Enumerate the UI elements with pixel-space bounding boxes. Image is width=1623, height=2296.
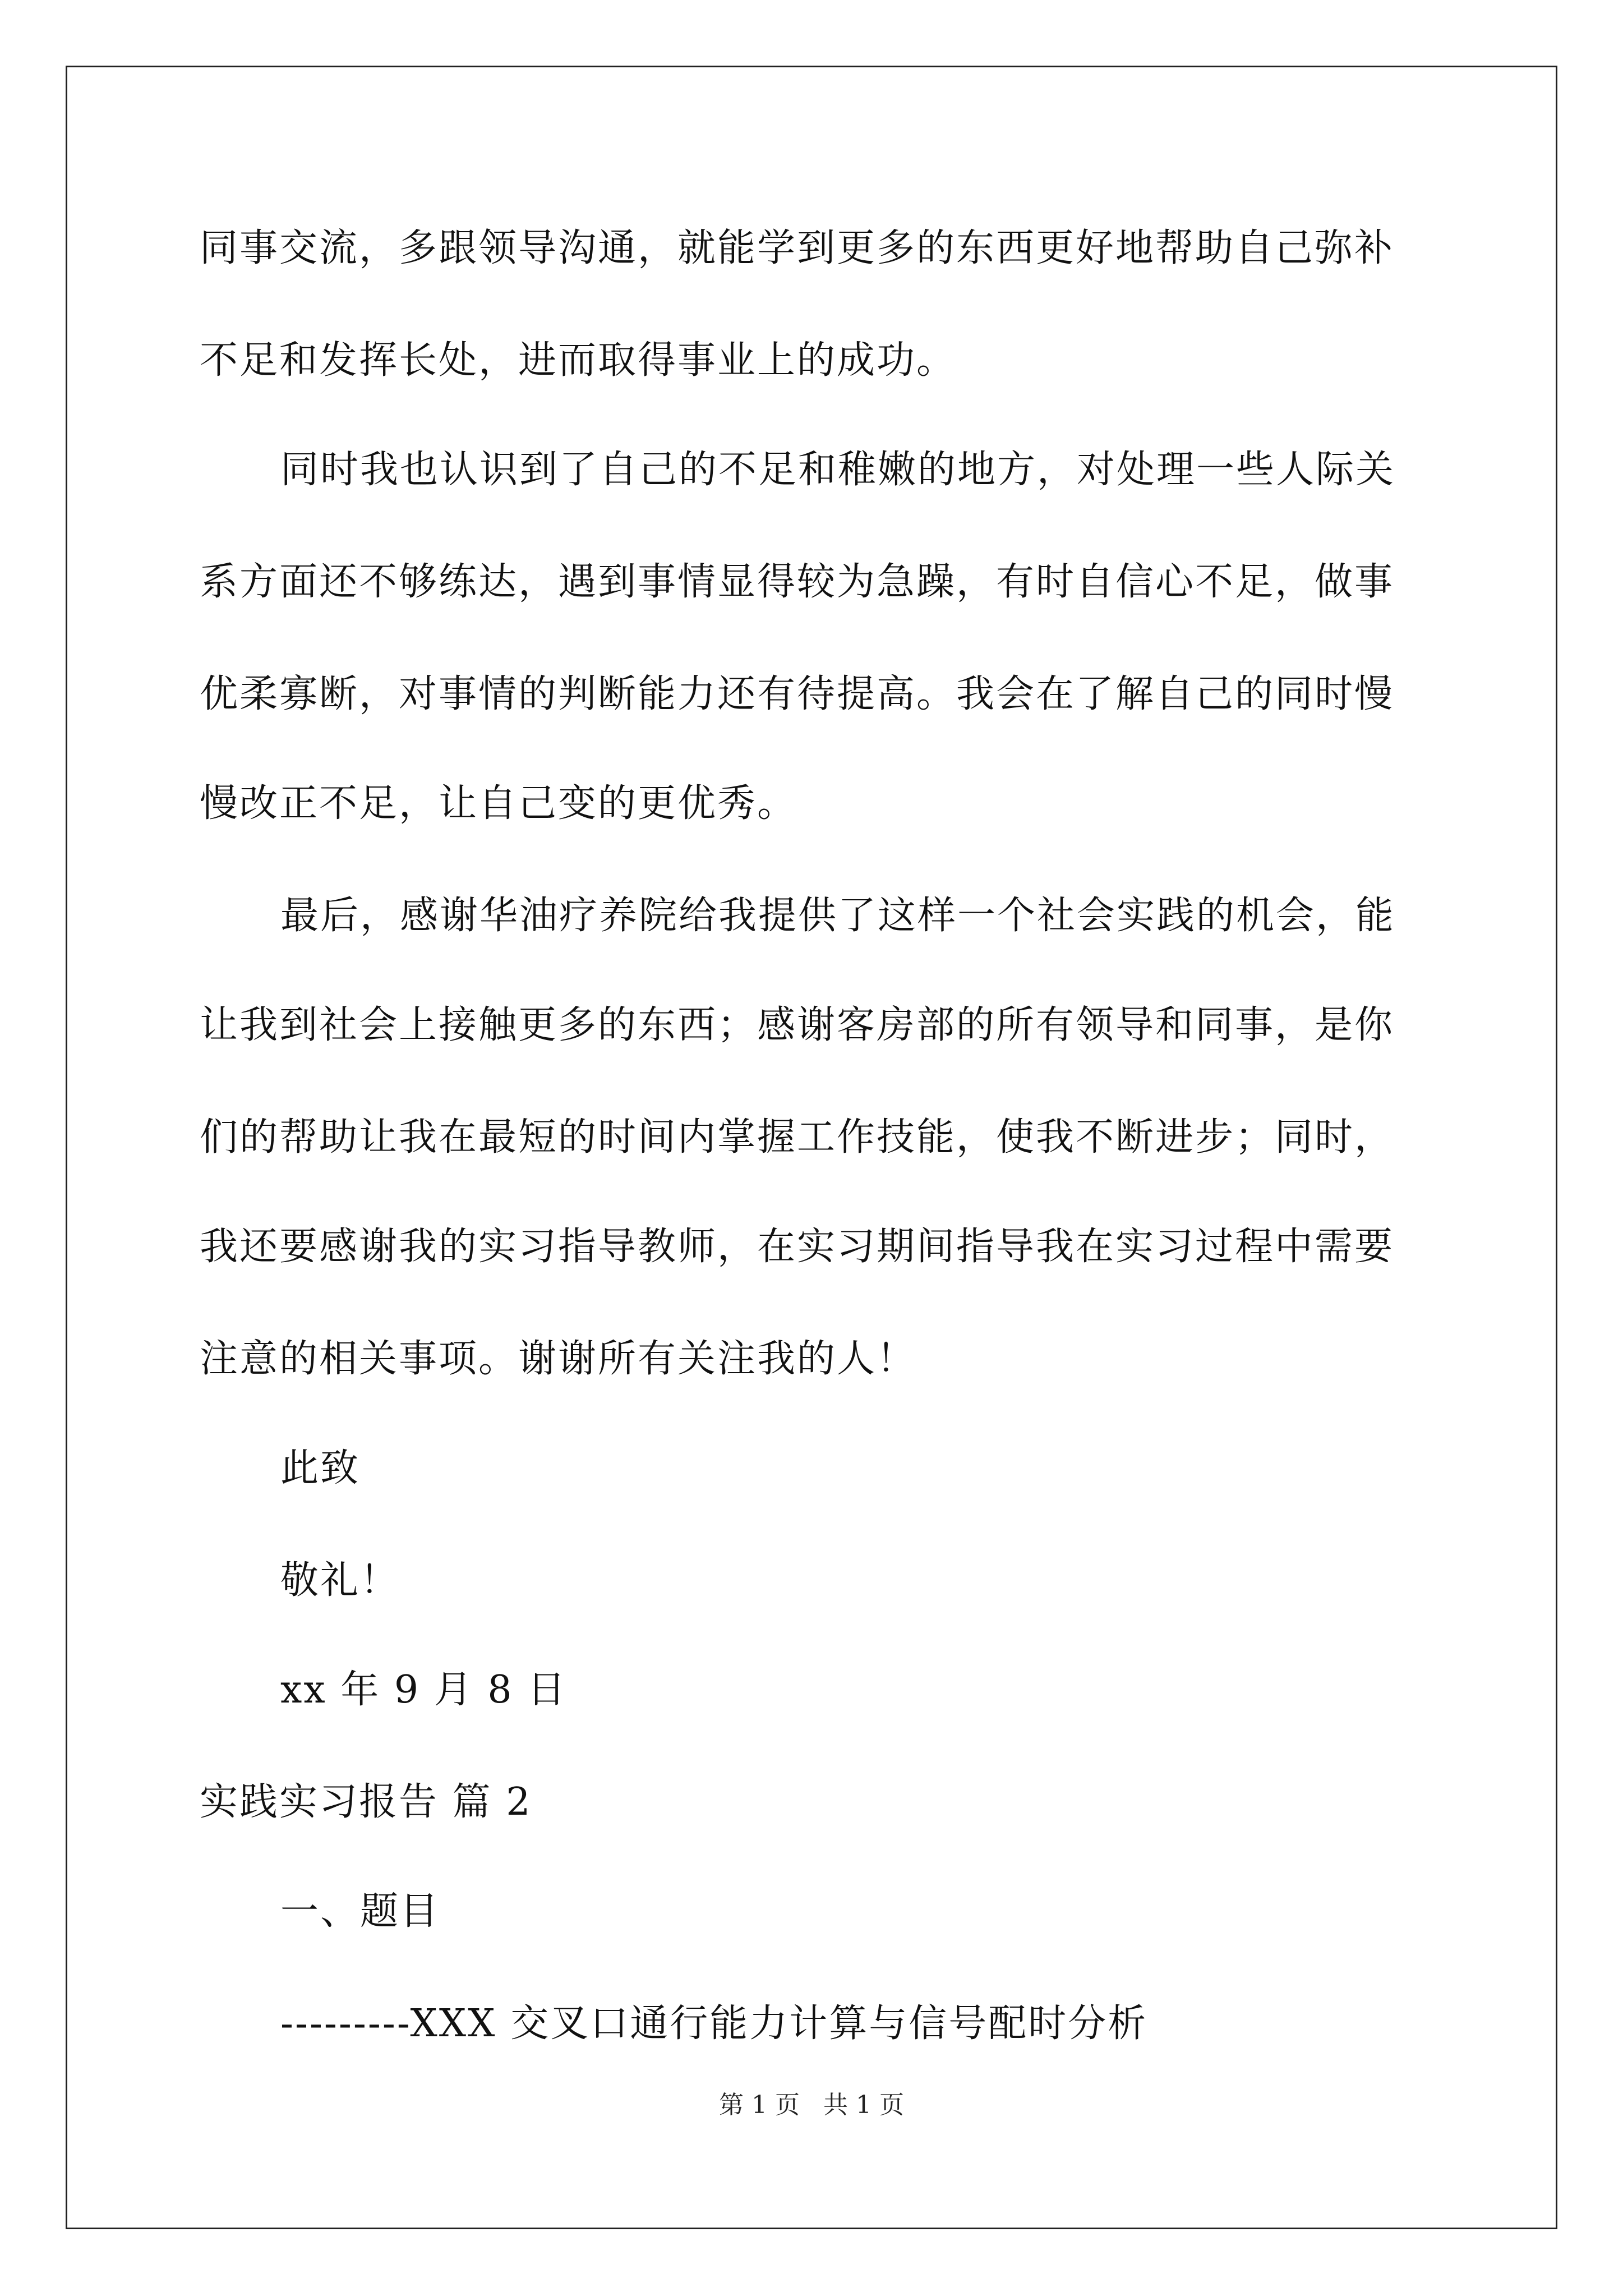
paragraph-line: 同时我也认识到了自己的不足和稚嫩的地方，对处理一些人际关 <box>280 448 1396 492</box>
body-text-line: 注意的相关事项。谢谢所有关注我的人！ <box>200 1337 917 1381</box>
date-line: xx 年 9 月 8 日 <box>280 1668 568 1712</box>
body-text-line: 让我到社会上接触更多的东西；感谢客房部的所有领导和同事，是你 <box>200 1003 1395 1047</box>
body-text-line: 不足和发挥长处，进而取得事业上的成功。 <box>200 338 957 383</box>
subheading: 一、题目 <box>280 1889 440 1934</box>
closing: 敬礼！ <box>280 1558 400 1603</box>
body-text-line: 我还要感谢我的实习指导教师，在实习期间指导我在实习过程中需要 <box>200 1225 1395 1269</box>
body-text-line: 同事交流，多跟领导沟通，就能学到更多的东西更好地帮助自己弥补 <box>200 226 1395 270</box>
body-text-line: 慢改正不足，让自己变的更优秀。 <box>200 781 797 826</box>
salutation: 此致 <box>280 1446 361 1490</box>
section-heading: 实践实习报告 篇 2 <box>200 1780 532 1824</box>
page-footer: 第 1 页 共 1 页 <box>719 2091 904 2119</box>
body-text-line: 系方面还不够练达，遇到事情显得较为急躁，有时自信心不足，做事 <box>200 560 1395 604</box>
paragraph-line: 最后，感谢华油疗养院给我提供了这样一个社会实践的机会，能 <box>280 894 1396 938</box>
body-text-line: 们的帮助让我在最短的时间内掌握工作技能，使我不断进步；同时， <box>200 1115 1395 1159</box>
topic-line: ---------XXX 交叉口通行能力计算与信号配时分析 <box>280 2001 1148 2046</box>
body-text-line: 优柔寡断，对事情的判断能力还有待提高。我会在了解自己的同时慢 <box>200 672 1395 716</box>
